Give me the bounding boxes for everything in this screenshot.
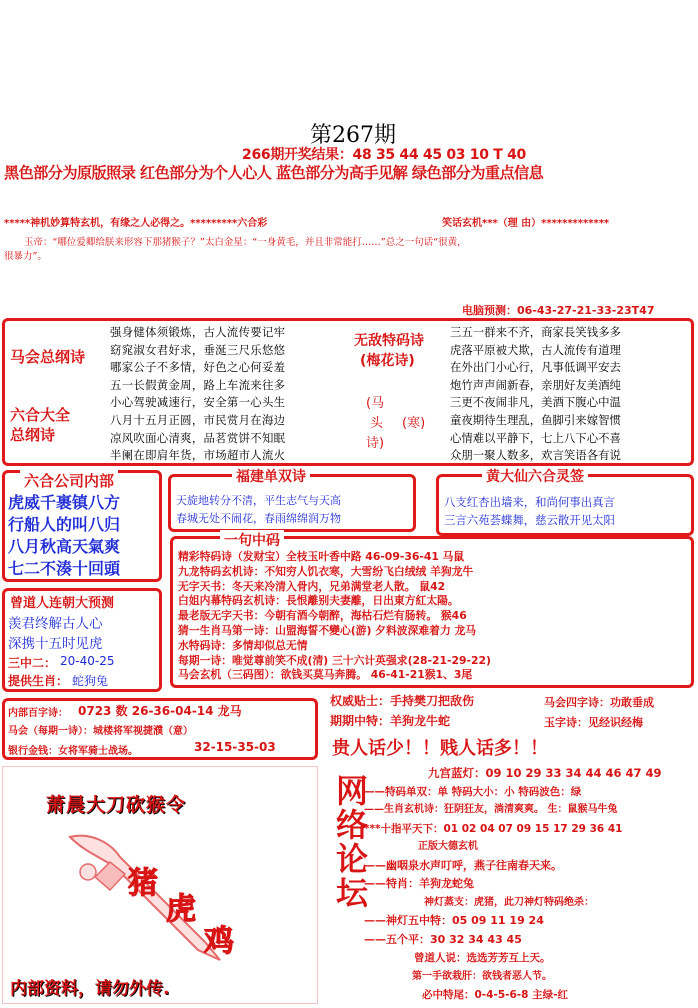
poem-line: 三五一群来不齐，商家長笑钱多多 — [450, 325, 621, 339]
forum-row: ——五个平：30 32 34 43 45 — [364, 932, 522, 946]
poem-line: 众朋一聚人数多，欢言笑语各有说 — [450, 448, 621, 463]
poem-line: 虎落平原被犬欺，古人流传有道理 — [450, 342, 621, 357]
mid-c3: 诗) — [366, 436, 385, 451]
forum-rows — [364, 764, 662, 1005]
forum-row: ——特肖：羊狗龙蛇兔 — [364, 877, 474, 890]
poem-line: 哪家公子不多情，好色之心何妥羞 — [110, 360, 286, 375]
poem-label-2a: 六合大全 — [10, 406, 71, 424]
center-row: 每期一诗：唯觉尊前笑不成(清) 三十六计英强求(28-21-29-22) — [178, 653, 491, 667]
forum-row: 九宫蓝灯：09 10 29 33 34 44 46 47 49 — [428, 766, 662, 780]
mid-c4: (寒) — [402, 416, 426, 431]
poem-line: 在外出门小心行，凡事低调平安去 — [450, 360, 621, 375]
fujian-title: 福建单双诗 — [232, 466, 310, 486]
sword-char-3: 鸡 — [204, 924, 234, 959]
intro-line2: 玉帝：“哪位爱卿给朕来形容下那猪猴子？”太白金星：“一身黄毛，并且非常能打……”总之一句话“很黄， — [24, 237, 467, 248]
intro-line3: 很暴力”。 — [4, 251, 47, 262]
tips-row1b: 马会四字诗：功敢垂成 — [544, 696, 654, 709]
inner-row1b: 0723 数 26-36-04-14 龙马 — [78, 704, 242, 718]
forum-row: ***十指平天下：01 02 04 07 09 15 17 29 36 41 — [364, 822, 623, 835]
company-lines — [8, 492, 120, 580]
poem-line: 炮竹声声闹新春，亲朋好友美酒纯 — [450, 377, 621, 392]
poem-line: 凉风吹面心清爽，品茗赏饼不知眠 — [110, 430, 286, 445]
sword-char-1: 猪 — [128, 866, 158, 901]
issue-title: 第267期 — [310, 123, 396, 148]
forum-row: 正版大德玄机 — [418, 841, 478, 852]
fujian-line-1: 天旋地转分不清，平生志气与天高 — [176, 494, 341, 507]
forum-row: ——神灯五中特：05 09 11 19 24 — [364, 914, 544, 927]
sword-char-2: 虎 — [166, 892, 196, 927]
forum-row: ——生肖玄机诗：狂阴狂友，淌清爽爽。 生：鼠猴马牛兔 — [364, 804, 618, 815]
hdx-title: 黄大仙六合灵签 — [482, 466, 588, 486]
poem-line: 八月十五月正圆，市民赏月在海边 — [110, 412, 286, 427]
mid-title-2: (梅花诗) — [360, 353, 415, 369]
center-row: 猜一生肖马第一诗：山盟海誓不變心(游) 夕料波深难着力 龙马 — [178, 623, 477, 637]
poem-line: 半阑在即肩年货，市场超市人流火 — [110, 448, 286, 463]
poem-line: 小心驾驶减速行，安全第一心头生 — [110, 395, 286, 410]
poem-label-2b: 总纲诗 — [10, 426, 56, 444]
bottom-left-footer: 内部资料，请勿外传. — [10, 979, 170, 999]
bottom-left-title: 萧晨大刀砍猴令 — [46, 794, 187, 816]
mid-c1: (马 — [366, 396, 385, 411]
center-row: 最老版无字天书：今朝有酒今朝醉，海枯石烂有肠转。 猴46 — [178, 609, 467, 623]
computer-prediction: 电脑预测：06-43-27-21-33-23T47 — [462, 304, 655, 317]
tips-row2a: 期期中特：羊狗龙牛蛇 — [330, 714, 451, 728]
company-line: 行船人的叫八归 — [8, 515, 121, 534]
poem-col2 — [450, 324, 690, 465]
forum-row: 曾道人说：选选芳芳互上天。 — [414, 952, 551, 964]
poem-label-1: 马会总纲诗 — [10, 348, 86, 366]
forum-row: 第一手欲栽肝：欲钱者恶人节。 — [412, 970, 552, 982]
inner-row3b: 32-15-35-03 — [194, 740, 276, 754]
tongdao-provider-label: 提供生肖： — [8, 674, 69, 688]
inner-row3a: 银行金钱：女将军骑士战场。 — [8, 746, 138, 757]
tips-row1a: 权威贴士：手持樊刀把敌伤 — [330, 694, 475, 708]
center-row: 马会玄机（三码图）：欲钱买莫马奔腾。 46-41-21猴1、3尾 — [178, 668, 473, 682]
company-title: 六合公司内部 — [20, 470, 118, 491]
inner-row1a: 内部百字诗： — [8, 708, 68, 719]
tongdao-line-1: 羡君终解古人心 — [8, 616, 103, 632]
company-line: 虎威千裹镇八方 — [8, 493, 121, 512]
forum-row: 神灯蒸支：虎猪，此刀神灯特码绝杀： — [424, 896, 594, 908]
poem-line: 心情难以平静下，七上八下心不喜 — [450, 430, 621, 445]
tongdao-line-2: 深携十五时见虎 — [8, 636, 103, 652]
center-row: 精彩特码诗（发财宝）全枝玉叶香中路 46-09-36-41 马鼠 — [178, 550, 465, 563]
center-rows — [178, 550, 491, 683]
poem-line: 五一长假黄金周，路上车流来往多 — [110, 377, 286, 392]
center-row: 白姐内幕特码玄机诗：長恨離别夫妻離，日出東方紅太陽。 — [178, 594, 459, 608]
tips-row2b: 玉字诗：见经识经梅 — [544, 716, 643, 729]
center-title: 一句中码 — [220, 530, 284, 550]
inner-row2: 马会（每期一诗）：城楼将军视捷濮（意） — [8, 726, 193, 737]
poem-line: 童夜期待生理乱，鱼脚引来嫁智惯 — [450, 412, 621, 427]
poem-line: 强身健体须锻炼，古人流传要记牢 — [110, 325, 286, 339]
mid-title-1: 无敌特码诗 — [354, 333, 424, 349]
poem-col1 — [110, 324, 346, 465]
forum-row: ——幽咽泉水声叮呼，燕子往南春天来。 — [364, 858, 562, 872]
hdx-line-1: 八支红杏出墙来，和尚何事出真言 — [444, 495, 615, 509]
center-row: 水特码诗：多情却似总无情 — [178, 638, 308, 652]
poem-line: 三更不夜闹非凡，美酒下腹心中温 — [450, 395, 621, 410]
tongdao-san-label: 三中二： — [8, 656, 57, 670]
intro-line1: *****神机妙算特玄机，有缘之人必得之。*********六合彩 — [4, 218, 268, 229]
forum-row: 必中特尾：0-4-5-6-8 主绿-红 — [422, 989, 568, 1001]
fujian-line-2: 春城无处不闹花，春雨绵绵润万物 — [176, 512, 341, 525]
center-row: 无字天书：冬天来冷清入骨内，兄弟满堂老人散。 鼠42 — [178, 579, 446, 593]
tongdao-san-val: 20-40-25 — [60, 654, 115, 668]
poem-line: 窈窕淑女君好求，垂涎三尺乐悠悠 — [110, 342, 286, 357]
mid-c2: 头 — [370, 416, 384, 431]
color-legend: 黑色部分为原版照录 红色部分为个人心人 蓝色部分为高手见解 绿色部分为重点信息 — [4, 164, 544, 182]
tongdao-provider-val: 蛇狗兔 — [72, 674, 109, 688]
forum-vertical-title: 网络论坛 — [331, 774, 369, 910]
tongdao-title: 曾道人连朝大预测 — [10, 596, 115, 611]
forum-row: ——特码单双：单 特码大小：小 特码波色：绿 — [364, 785, 582, 798]
company-line: 八月秋高天氣爽 — [8, 537, 121, 556]
intro-title-right: 笑话玄机***（理 由）************* — [442, 218, 610, 229]
hdx-line-2: 三言六苑荟蝶舞，慈云散开见太阳 — [444, 513, 615, 527]
slogan: 贵人话少！！贱人话多！！ — [332, 738, 548, 759]
center-row: 九龙特码玄机诗：不知穷人饥衣寒，大雪纷飞白绒绒 羊狗龙牛 — [178, 564, 474, 578]
company-line: 七二不湊十回頭 — [8, 559, 121, 578]
last-result: 266期开奖结果：48 35 44 45 03 10 T 40 — [242, 147, 526, 163]
